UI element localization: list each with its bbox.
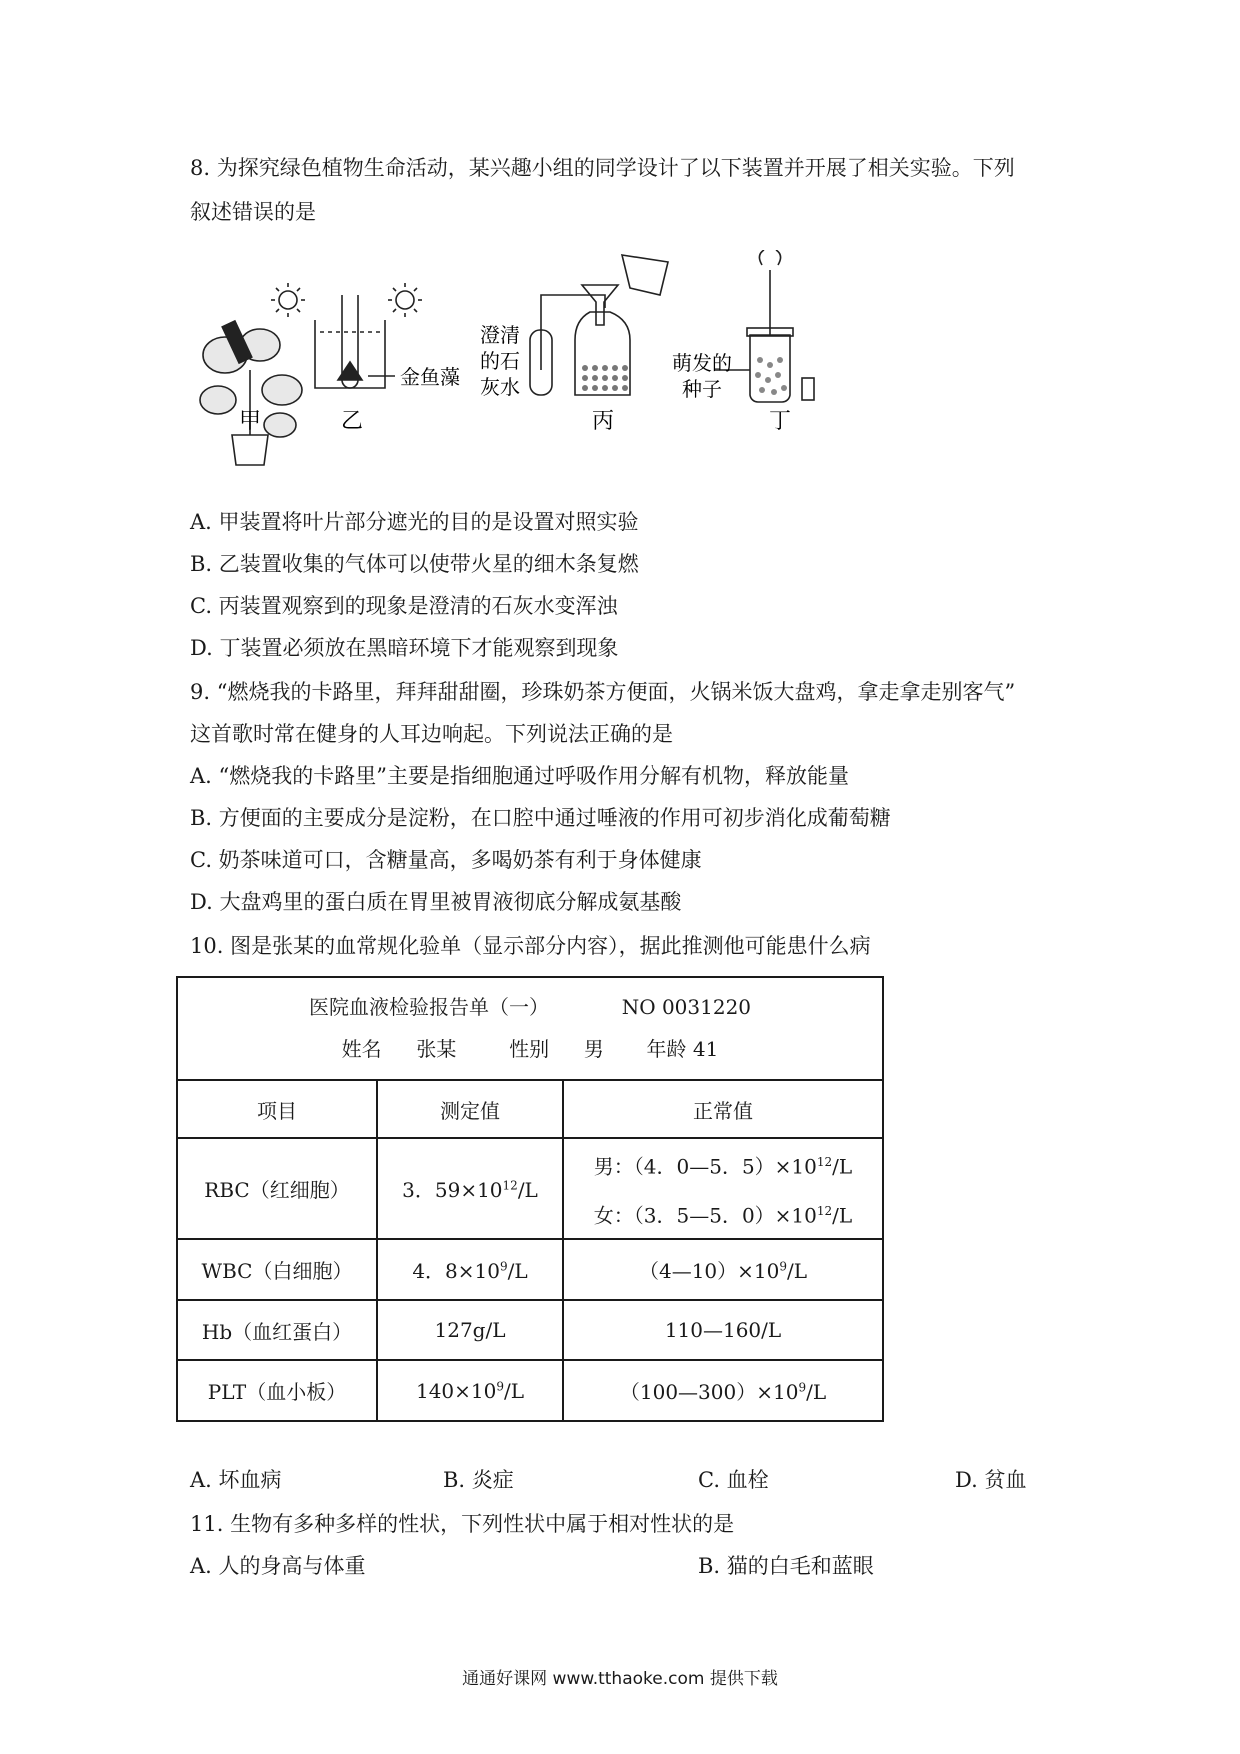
label-limewater-2: 的石 — [480, 349, 520, 373]
apparatus-jia — [200, 283, 305, 465]
wbc-value: 4．$8\times 10^9/L$ — [377, 1239, 563, 1300]
label-jinyuzao: 金鱼藻 — [400, 365, 460, 389]
label-limewater-3: 灰水 — [480, 375, 520, 399]
label-bing-text: 丙 — [591, 409, 615, 434]
name-label: 姓名 — [341, 1037, 382, 1062]
sex-label: 性别 — [509, 1037, 550, 1062]
q8-option-a: A. 甲装置将叶片部分遮光的目的是设置对照实验 — [190, 510, 639, 534]
report-column-header-row — [177, 1080, 883, 1139]
table-row-hb — [177, 1300, 883, 1361]
label-limewater-1: 澄清 — [480, 323, 520, 347]
q8-option-c: C. 丙装置观察到的现象是澄清的石灰水变浑浊 — [190, 594, 618, 618]
apparatus-ding — [715, 250, 814, 402]
sun-icon-yi — [388, 283, 422, 317]
funnel-icon — [582, 285, 618, 325]
q10-stem: 10. 图是张某的血常规化验单（显示部分内容），据此推测他可能患什么病 — [190, 934, 871, 958]
table-row-wbc — [177, 1239, 883, 1300]
plant-pot-icon — [200, 321, 302, 465]
plt-normal: $(100—300)\times 10^9/L$ — [563, 1360, 883, 1421]
q9-option-b: B. 方便面的主要成分是淀粉，在口腔中通过唾液的作用可初步消化成葡萄糖 — [190, 806, 891, 830]
col-measured: 测定值 — [377, 1080, 563, 1139]
patient-sex: 男 — [583, 1037, 604, 1062]
q8-stem-line1: 8. 为探究绿色植物生命活动，某兴趣小组的同学设计了以下装置并开展了相关实验。下列 — [190, 156, 1015, 180]
q8-experiment-figure — [190, 250, 950, 480]
jar-icon — [750, 335, 790, 402]
q8-option-d: D. 丁装置必须放在黑暗环境下才能观察到现象 — [190, 636, 619, 660]
q9-option-d: D. 大盘鸡里的蛋白质在胃里被胃液彻底分解成氨基酸 — [190, 890, 682, 914]
wbc-normal: $(4—10)\times 10^9/L$ — [563, 1239, 883, 1300]
age-label: 年龄 — [646, 1037, 687, 1062]
rbc-item: RBC（红细胞） — [177, 1138, 377, 1239]
q10-option-b: B. 炎症 — [443, 1468, 514, 1492]
q9-option-a: A. “燃烧我的卡路里”主要是指细胞通过呼吸作用分解有机物，释放能量 — [190, 764, 849, 788]
page-footer: 通通好课网 www.tthaoke.com 提供下载 — [462, 1669, 778, 1689]
q11-stem: 11. 生物有多种多样的性状，下列性状中属于相对性状的是 — [190, 1512, 735, 1536]
wbc-item: WBC（白细胞） — [177, 1239, 377, 1300]
hb-normal: 110—160/L — [563, 1300, 883, 1361]
rbc-value: 3．$59\times 10^{12}/L$ — [377, 1138, 563, 1239]
q8-option-b: B. 乙装置收集的气体可以使带火星的细木条复燃 — [190, 552, 639, 576]
candle-icon — [802, 378, 814, 400]
report-number: NO 0031220 — [621, 995, 752, 1020]
hb-item: Hb（血红蛋白） — [177, 1300, 377, 1361]
report-title: 医院血液检验报告单（一） — [308, 995, 549, 1020]
q10-option-d: D. 贫血 — [955, 1468, 1027, 1492]
q9-option-c: C. 奶茶味道可口，含糖量高，多喝奶茶有利于身体健康 — [190, 848, 702, 872]
apparatus-bing — [530, 255, 668, 395]
report-title-line — [178, 986, 882, 1028]
label-seeds-1: 萌发的 — [672, 351, 732, 375]
col-item: 项目 — [177, 1080, 377, 1139]
report-header — [177, 977, 883, 1080]
hb-value: 127g/L — [377, 1300, 563, 1361]
sun-icon-jia — [271, 283, 305, 317]
q8-stem-line2: 叙述错误的是 — [190, 200, 316, 224]
table-row-rbc — [177, 1138, 883, 1239]
label-ding-text: 丁 — [768, 409, 792, 434]
table-row-plt — [177, 1360, 883, 1421]
blood-report-table — [176, 976, 884, 1422]
label-yi-text: 乙 — [340, 409, 364, 434]
beaker-icon — [315, 295, 385, 388]
patient-age: 41 — [692, 1037, 719, 1062]
pouring-beaker-icon — [622, 255, 668, 295]
label-seeds-2: 种子 — [682, 377, 722, 401]
patient-name: 张某 — [416, 1037, 457, 1062]
q9-stem-line1: 9. “燃烧我的卡路里，拜拜甜甜圈，珍珠奶茶方便面，火锅米饭大盘鸡，拿走拿走别客气” — [190, 680, 1016, 704]
plt-value: $140\times 10^9/L$ — [377, 1360, 563, 1421]
report-header-row — [177, 977, 883, 1080]
plt-item: PLT（血小板） — [177, 1360, 377, 1421]
label-jia-text: 甲 — [238, 409, 262, 434]
q10-option-c: C. 血栓 — [698, 1468, 769, 1492]
q11-option-a: A. 人的身高与体重 — [190, 1554, 366, 1578]
rbc-normal: 男：（4．0—5．$5)\times 10^{12}/L$ 女：（3．5—5．$0)\times 10^{12}/L$ — [563, 1138, 883, 1239]
q9-stem-line2: 这首歌时常在健身的人耳边响起。下列说法正确的是 — [190, 722, 673, 746]
q11-option-b: B. 猫的白毛和蓝眼 — [698, 1554, 874, 1578]
report-patient-line — [178, 1028, 882, 1070]
smoke-icon — [759, 250, 780, 265]
col-normal: 正常值 — [563, 1080, 883, 1139]
q10-option-a: A. 坏血病 — [190, 1468, 282, 1492]
